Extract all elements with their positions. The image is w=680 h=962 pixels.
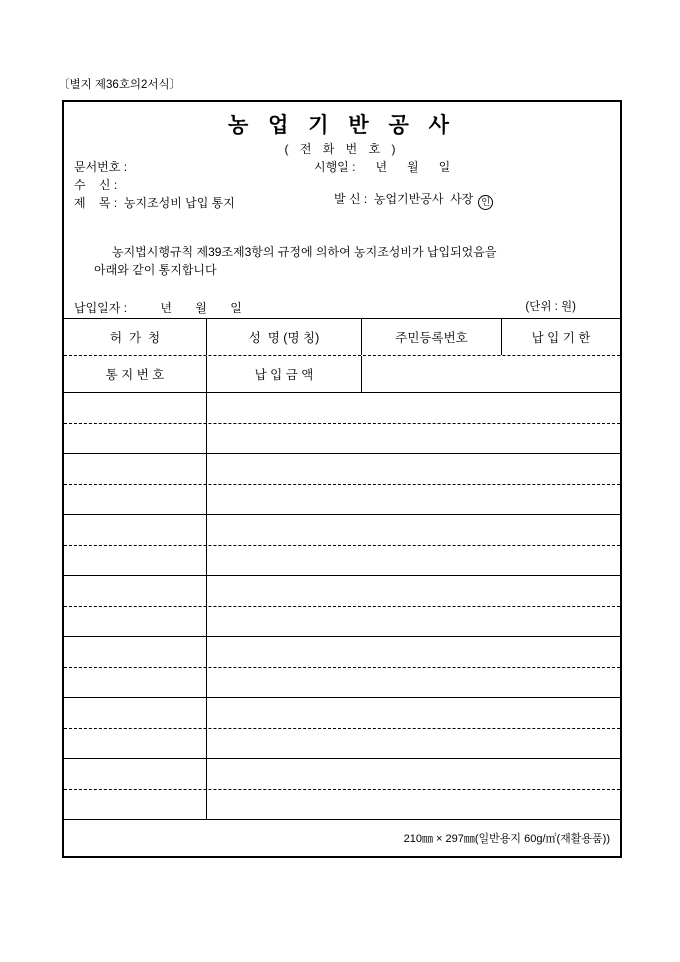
header-cell-payment-amount: 납 입 금 액 <box>207 356 362 392</box>
body-left-cell <box>64 515 207 575</box>
table-body-row-4 <box>64 576 620 637</box>
table-body-row-7 <box>64 759 620 820</box>
body-left-cell <box>64 454 207 514</box>
body-right-cell <box>207 759 620 819</box>
form-border-box <box>62 100 622 858</box>
table-header-row-2 <box>64 356 620 393</box>
body-left-cell <box>64 637 207 697</box>
sender-line <box>314 176 493 224</box>
body-right-cell <box>207 393 620 453</box>
body-left-cell <box>64 393 207 453</box>
notice-paragraph-line-1: 농지법시행규칙 제39조제3항의 규정에 의하여 농지조성비가 납입되었음을 <box>112 245 497 259</box>
paper-size-note: 210㎜ × 297㎜(일반용지 60g/㎡(재활용품)) <box>403 833 610 845</box>
issue-date-line: 시행일 : 년 월 일 <box>314 160 451 174</box>
header-cell-notice-number: 통 지 번 호 <box>64 356 207 392</box>
notice-table <box>64 318 620 856</box>
body-left-cell <box>64 576 207 636</box>
document-number-label: 문서번호 : <box>74 160 128 174</box>
header-cell-payment-deadline: 납 입 기 한 <box>531 331 591 345</box>
header-cell-empty <box>362 356 620 392</box>
body-right-cell <box>207 698 620 758</box>
form-annex-note: 〔별지 제36호의2서식〕 <box>58 79 182 91</box>
notice-paragraph-line-2: 아래와 같이 통지합니다 <box>94 263 217 277</box>
body-left-cell <box>64 698 207 758</box>
header-cell-resident-id: 주민등록번호 <box>362 319 502 355</box>
unit-note: (단위 : 원) <box>525 301 576 313</box>
form-title: 농 업 기 반 공 사 <box>228 114 456 137</box>
header-cell-permit-office: 허 가 청 <box>64 319 207 355</box>
body-right-cell <box>207 576 620 636</box>
seal-icon: 인 <box>478 195 493 210</box>
header-cell-name: 성 명 (명 칭) <box>207 319 362 355</box>
table-body-row-1 <box>64 393 620 454</box>
recipient-label: 수 신 : <box>74 178 118 192</box>
body-right-cell <box>207 515 620 575</box>
paper-size-footer <box>64 820 620 856</box>
body-right-cell <box>207 454 620 514</box>
table-body-row-5 <box>64 637 620 698</box>
body-right-cell <box>207 637 620 697</box>
body-left-cell <box>64 759 207 819</box>
table-body-row-6 <box>64 698 620 759</box>
sender-text: 발 신 : 농업기반공사 사장 <box>334 192 474 206</box>
table-header-row-1 <box>64 319 620 356</box>
table-body-row-3 <box>64 515 620 576</box>
phone-number-line: ( 전 화 번 호 ) <box>284 142 400 156</box>
subject-line: 제 목 : 농지조성비 납입 통지 <box>74 196 235 210</box>
table-body-row-2 <box>64 454 620 515</box>
payment-date-line: 납입일자 : 년 월 일 <box>74 301 242 315</box>
